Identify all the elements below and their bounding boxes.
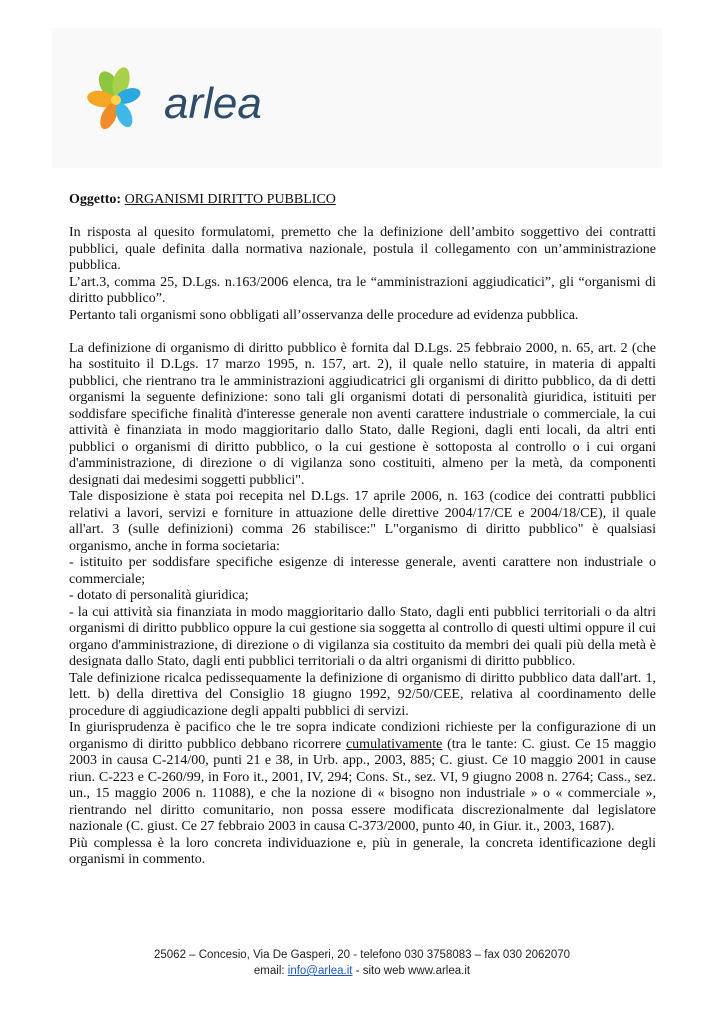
email-link[interactable]: info@arlea.it (287, 965, 353, 977)
list-item: - dotato di personalità giuridica; (69, 588, 249, 603)
subject-line (69, 192, 656, 209)
list-item: - istituito per soddisfare specifiche esigenze di interesse generale, aventi carattere non industriale o commerciale; (69, 555, 656, 587)
cumulatively-emphasis: cumulativamente (345, 736, 443, 752)
jurisprudence-text: (tra le tante: C. giust. Ce 15 maggio 2003 in causa C-214/00, punti 21 e 38, in Urb. app., 2003, 885; C. giust. Ce 10 maggio 2001 in cause riun. C-223 e C-260/99, in Foro it., 2001, IV, 294; Cons. St., sez. VI, 9 giugno 2008 n. 2764; Cass., sez. un., 15 maggio 2006 n. 11088), e che la nozione di « bisogno non industriale » o « commerciale », rientrando nel diritto comunitario, non possa essere modificata discrezionalmente dal legislatore nazionale (C. giust. Ce 27 febbraio 2003 in causa C-373/2000, punto 40, in Giur. it., 2003, 1687). (69, 736, 656, 834)
closing-paragraph: Più complessa è la loro concreta individuazione e, più in generale, la concreta identificazione degli organismi in commento. (69, 835, 656, 867)
jurisprudence-paragraph (69, 720, 656, 836)
paragraph: La definizione di organismo di diritto pubblico è fornita dal D.Lgs. 25 febbraio 2000, n. 65, art. 2 (che ha sostituito il D.Lgs. 17 marzo 1995, n. 157, art. 2), il quale nello statuire, in materia di appalti pubblici, che rientrano tra le amministrazioni aggiudicatrici gli organismi di diritto pubblico, da di detti organismi la seguente definizione: sono tali gli organismi dotati di personalità giuridica, istituiti per soddisfare specifiche finalità d'interesse generale non aventi carattere industriale o commerciale, la cui attività è finanziata in modo maggioritario dallo Stato, dalle Regioni, dagli enti locali, da altri enti pubblici o organismi di diritto pubblico, o la cui gestione è sottoposta al controllo o i cui organi d'amministrazione, di direzione o di vigilanza sono costituiti, almeno per la metà, da componenti designati dai medesimi soggetti pubblici". (69, 340, 656, 488)
logo-wordmark: arlea (164, 79, 262, 128)
footer-contacts (0, 963, 724, 979)
letter-body (69, 192, 656, 869)
paragraph: In risposta al quesito formulatomi, premetto che la definizione dell’ambito soggettivo dei contratti pubblici, quale definita dalla normativa nazionale, postula il collegamento con un’amministrazione pubblica. (69, 225, 656, 273)
paragraph: Tale definizione ricalca pedissequamente la definizione di organismo di diritto pubblico data dall'art. 1, lett. b) della direttiva del Consiglio 18 giugno 1992, 92/50/CEE, relativa al coordinamento delle procedure di aggiudicazione degli appalti pubblici di servizi. (69, 670, 656, 719)
jurisprudence-text: In giurisprudenza è pacifico che le tre sopra indicate condizioni richieste per la configurazione di un organismo di diritto pubblico debbano ricorrere (69, 720, 656, 752)
paragraph: L’art.3, comma 25, D.Lgs. n.163/2006 elenca, tra le “amministrazioni aggiudicatici”, gli “organismi di diritto pubblico”. (69, 274, 656, 306)
subject-value: ORGANISMI DIRITTO PUBBLICO (124, 192, 336, 207)
paragraph: Pertanto tali organismi sono obbligati all’osservanza delle procedure ad evidenza pubblica. (69, 307, 579, 323)
footer-address: 25062 – Concesio, Via De Gasperi, 20 - telefono 030 3758083 – fax 030 2062070 (153, 949, 571, 961)
butterfly-flower-icon (84, 66, 294, 146)
arlea-logo (84, 66, 294, 146)
footer-email-label: email: (253, 965, 288, 977)
list-item: - la cui attività sia finanziata in modo maggioritario dallo Stato, dagli enti pubblici territoriali o da altri organismi di diritto pubblico oppure la cui gestione sia soggetta al controllo di questi ultimi oppure il cui organo d'amministrazione, di direzione o di vigilanza sia costituito da membri dei quali più della metà è designata dallo Stato, dagli enti pubblici territoriali o da altri organismi di diritto pubblico. (69, 604, 656, 669)
subject-label: Oggetto: (69, 192, 122, 207)
footer-website: - sito web www.arlea.it (352, 965, 471, 977)
letter-footer (0, 947, 724, 979)
paragraph: Tale disposizione è stata poi recepita nel D.Lgs. 17 aprile 2006, n. 163 (codice dei contratti pubblici relativi a lavori, servizi e forniture in attuazione delle direttive 2004/17/CE e 2004/18/CE), il quale all'art. 3 (sulle definizioni) comma 26 stabilisce:" L"organismo di diritto pubblico" è qualsiasi organismo, anche in forma societaria: (69, 489, 656, 554)
